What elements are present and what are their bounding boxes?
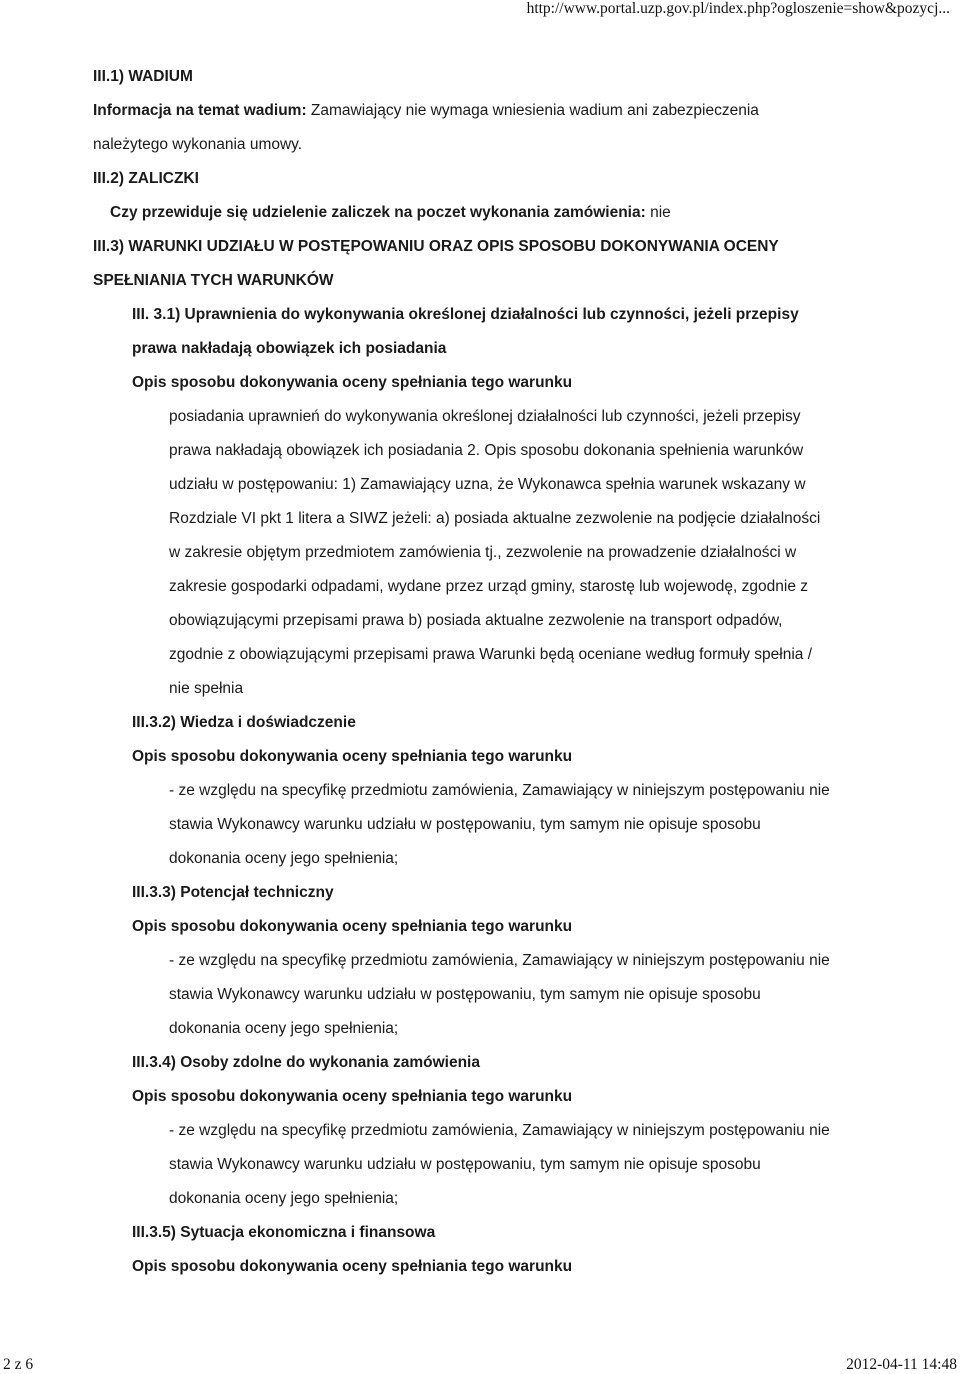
paragraph-line: zgodnie z obowiązującymi przepisami prawa Warunki będą oceniane według formuły spełnia /: [169, 646, 813, 663]
wadium-text: Zamawiający nie wymaga wniesienia wadium ani zabezpieczenia: [306, 102, 759, 119]
paragraph-line: obowiązującymi przepisami prawa b) posiada aktualne zezwolenie na transport odpadów,: [169, 612, 783, 629]
page-number: 2 z 6: [3, 1356, 34, 1373]
opis-label: Opis sposobu dokonywania oceny spełniania tego warunku: [132, 918, 573, 935]
paragraph-line: stawia Wykonawcy warunku udziału w postępowaniu, tym samym nie opisuje sposobu: [169, 986, 761, 1003]
paragraph-line: nie spełnia: [169, 680, 244, 697]
paragraph-line: prawa nakładają obowiązek ich posiadania 2. Opis sposobu dokonania spełnienia warunków: [169, 442, 804, 459]
zaliczki-answer: nie: [645, 204, 671, 221]
paragraph-line: udziału w postępowaniu: 1) Zamawiający uzna, że Wykonawca spełnia warunek wskazany w: [169, 476, 806, 493]
subsection-heading-uprawnienia-continued: prawa nakładają obowiązek ich posiadania: [132, 340, 447, 357]
page-url: http://www.portal.uzp.gov.pl/index.php?ogloszenie=show&pozycj...: [526, 0, 950, 17]
subsection-heading-sytuacja: III.3.5) Sytuacja ekonomiczna i finansowa: [132, 1224, 436, 1241]
paragraph-line: dokonania oceny jego spełnienia;: [169, 850, 399, 867]
paragraph-line: posiadania uprawnień do wykonywania określonej działalności lub czynności, jeżeli przepisy: [169, 408, 801, 425]
wadium-info: [93, 94, 953, 128]
subsection-heading-wiedza: III.3.2) Wiedza i doświadczenie: [132, 714, 356, 731]
section-heading-zaliczki: III.2) ZALICZKI: [93, 170, 199, 187]
opis-label: Opis sposobu dokonywania oceny spełniania tego warunku: [132, 1258, 573, 1275]
section-heading-warunki-continued: SPEŁNIANIA TYCH WARUNKÓW: [93, 272, 334, 289]
paragraph-line: stawia Wykonawcy warunku udziału w postępowaniu, tym samym nie opisuje sposobu: [169, 816, 761, 833]
paragraph-line: w zakresie objętym przedmiotem zamówienia tj., zezwolenie na prowadzenie działalności w: [169, 544, 797, 561]
opis-label: Opis sposobu dokonywania oceny spełniania tego warunku: [132, 1088, 573, 1105]
zaliczki-question: Czy przewiduje się udzielenie zaliczek na poczet wykonania zamówienia:: [110, 204, 646, 221]
print-timestamp: 2012-04-11 14:48: [846, 1356, 957, 1373]
document-body: [93, 60, 953, 1284]
zaliczki-row: [93, 196, 953, 230]
subsection-heading-potencjal: III.3.3) Potencjał techniczny: [132, 884, 334, 901]
opis-label: Opis sposobu dokonywania oceny spełniania tego warunku: [132, 748, 573, 765]
paragraph-line: dokonania oceny jego spełnienia;: [169, 1020, 399, 1037]
opis-label: Opis sposobu dokonywania oceny spełniania tego warunku: [132, 374, 573, 391]
section-heading-warunki: III.3) WARUNKI UDZIAŁU W POSTĘPOWANIU ORAZ OPIS SPOSOBU DOKONYWANIA OCENY: [93, 238, 779, 255]
paragraph-line: Rozdziale VI pkt 1 litera a SIWZ jeżeli: a) posiada aktualne zezwolenie na podjęcie działalności: [169, 510, 821, 527]
subsection-heading-uprawnienia: III. 3.1) Uprawnienia do wykonywania określonej działalności lub czynności, jeżeli przepisy: [132, 306, 799, 323]
subsection-heading-osoby: III.3.4) Osoby zdolne do wykonania zamówienia: [132, 1054, 480, 1071]
paragraph-line: zakresie gospodarki odpadami, wydane przez urząd gminy, starostę lub wojewodę, zgodnie z: [169, 578, 809, 595]
wadium-label: Informacja na temat wadium:: [93, 102, 307, 119]
paragraph-line: - ze względu na specyfikę przedmiotu zamówienia, Zamawiający w niniejszym postępowaniu nie: [169, 1122, 830, 1139]
paragraph-line: dokonania oceny jego spełnienia;: [169, 1190, 399, 1207]
paragraph-line: stawia Wykonawcy warunku udziału w postępowaniu, tym samym nie opisuje sposobu: [169, 1156, 761, 1173]
paragraph-line: - ze względu na specyfikę przedmiotu zamówienia, Zamawiający w niniejszym postępowaniu nie: [169, 952, 830, 969]
wadium-text-continued: należytego wykonania umowy.: [93, 136, 303, 153]
section-heading-wadium: III.1) WADIUM: [93, 68, 193, 85]
paragraph-line: - ze względu na specyfikę przedmiotu zamówienia, Zamawiający w niniejszym postępowaniu nie: [169, 782, 830, 799]
